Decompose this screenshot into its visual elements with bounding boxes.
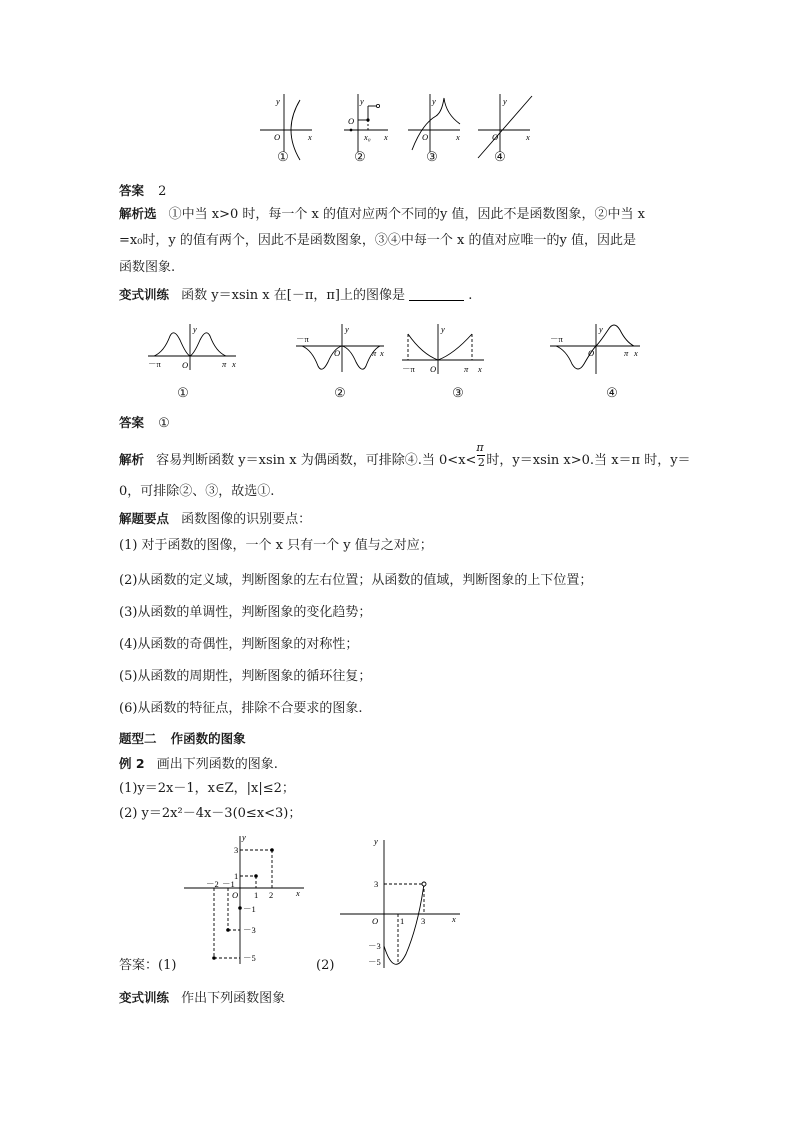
af1-yt-neg5: －5 [243, 953, 256, 963]
fig1-g2-origin: O [348, 116, 355, 126]
example2-item-1: (1)y＝2x－1，x∈Z，|x|≤2； [119, 781, 295, 796]
fig2-caption-4: ④ [606, 386, 618, 401]
af2-y: y [374, 836, 378, 846]
answer-2-value: ① [158, 416, 170, 431]
fraction-numerator: π [476, 441, 484, 454]
fig1-g3-x-label: x [456, 132, 460, 142]
fig2-g1-negpi: －π [148, 359, 161, 369]
fig2-g3-pi: π [464, 364, 469, 374]
af1-y: y [242, 832, 246, 842]
example2-label: 例 2 [119, 756, 145, 771]
fig2-g1-x: x [232, 359, 236, 369]
type2-title: 作函数的图象 [170, 731, 246, 746]
af1-o: O [232, 890, 239, 900]
keypoint-6: (6)从函数的特征点，排除不合要求的图象. [119, 701, 363, 716]
af1-yt-1: 1 [234, 871, 239, 881]
analysis-2-line-1 [119, 441, 691, 469]
point-neg1-neg3 [226, 928, 230, 932]
type2-label: 题型二 [119, 731, 157, 746]
af2-o: O [372, 916, 379, 926]
fig2-g4-o: O [588, 348, 595, 358]
fig2-g4-pi: π [624, 348, 629, 358]
answer-figure-1 [180, 832, 310, 967]
answer-1-label: 答案 [119, 183, 145, 198]
answer-1-value: 2 [158, 184, 167, 199]
fig2-g1-y: y [193, 324, 197, 334]
fig2-g1-pi: π [222, 359, 227, 369]
fig1-caption-1: ① [277, 150, 289, 165]
analysis-1-line-3: 函数图象. [119, 260, 176, 275]
fig2-g3-y: y [441, 324, 445, 334]
fig1-g2-x0-label: x₀ [364, 132, 371, 142]
af1-yt-3: 3 [234, 845, 239, 855]
answer-2-label: 答案 [119, 415, 145, 430]
example2-item-2: (2) y＝2x²－4x－3(0≤x<3)； [119, 806, 302, 821]
fig2-caption-1: ① [177, 386, 189, 401]
keypoint-4: (4)从函数的奇偶性，判断图象的对称性； [119, 637, 359, 652]
fig1-g1-x-label: x [308, 132, 312, 142]
af1-x: x [296, 888, 300, 898]
answer-3-label-1: 答案：(1) [119, 958, 177, 973]
fig1-g2-y-label: y [360, 96, 364, 106]
keypoints-heading [119, 511, 311, 528]
variant-1-blank [409, 288, 464, 301]
analysis-2-line-2: 0，可排除②、③，故选①. [119, 484, 275, 499]
keypoint-1: (1) 对于函数的图像，一个 x 只有一个 y 值与之对应； [119, 538, 433, 553]
fig2-g3-o: O [430, 364, 437, 374]
variant-2-text: 作出下列函数图象 [181, 991, 286, 1006]
answer-figure-2 [336, 836, 466, 971]
fig2-g3-negpi: －π [402, 364, 415, 374]
fraction-denominator: 2 [477, 456, 485, 469]
fig2-g4-y: y [599, 324, 603, 334]
fig2-g2-curve [302, 346, 380, 369]
analysis-2-fraction [476, 441, 486, 469]
fig2-g4-x: x [634, 348, 638, 358]
fig1-g4-origin: O [492, 132, 499, 142]
af2-x: x [452, 914, 456, 924]
af2-xt-1: 1 [400, 916, 405, 926]
af1-xt-neg2: －2 [206, 879, 219, 889]
fig1-g1-origin: O [274, 132, 281, 142]
fig2-g2-y: y [345, 324, 349, 334]
fig1-caption-3: ③ [426, 150, 438, 165]
analysis-2-part-2: 时，y＝xsin x>0.当 x＝π 时，y＝ [486, 453, 691, 468]
example2-heading [119, 756, 278, 773]
analysis-2-part-1: 容易判断函数 y＝xsin x 为偶函数，可排除④.当 0<x< [156, 453, 477, 468]
analysis-2-label: 解析 [119, 452, 145, 467]
analysis-1-line-2: =x₀时，y 的值有两个，因此不是函数图象，③④中每一个 x 的值对应唯一的y 值，因此是 [119, 233, 636, 248]
af1-xt-1: 1 [254, 890, 259, 900]
keypoint-5: (5)从函数的周期性，判断图象的循环往复； [119, 669, 372, 684]
fig2-caption-3: ③ [452, 386, 464, 401]
variant-2 [119, 990, 285, 1007]
fig2-g2-pi: π [372, 348, 377, 358]
fig2-g4-negpi: －π [550, 334, 563, 344]
fig2-g2-negpi: －π [296, 334, 309, 344]
af2-yt-3: 3 [374, 879, 379, 889]
answer-3-label-2: (2) [316, 958, 335, 973]
af1-yt-neg3: －3 [243, 925, 256, 935]
keypoints-title: 函数图像的识别要点： [181, 512, 312, 527]
variant-1-text: 函数 y＝xsin x 在[－π，π]上的图像是 [181, 288, 405, 303]
fig1-caption-4: ④ [494, 150, 506, 165]
af1-xt-neg1: －1 [222, 879, 235, 889]
fig1-g3-curve [412, 98, 460, 150]
fig1-g4-x-label: x [526, 132, 530, 142]
fig2-g3-x: x [478, 364, 482, 374]
answer-2 [119, 415, 170, 432]
analysis-1-line-1 [119, 206, 645, 223]
point-0-neg1 [238, 906, 242, 910]
af2-yt-neg3: －3 [368, 941, 381, 951]
keypoints-label: 解题要点 [119, 511, 170, 526]
af1-yt-neg1: －1 [243, 904, 256, 914]
fig2-g3-curve [408, 334, 472, 360]
af1-xt-2: 2 [269, 890, 274, 900]
point-2-3 [270, 848, 274, 852]
fig1-caption-2: ② [354, 150, 366, 165]
fig2-caption-2: ② [334, 386, 346, 401]
keypoint-2: (2)从函数的定义域，判断图象的左右位置；从函数的值域，判断图象的上下位置； [119, 573, 593, 588]
variant-1-label: 变式训练 [119, 287, 170, 302]
af2-xt-3: 3 [421, 916, 426, 926]
answer-1 [119, 183, 166, 200]
figure-row-2 [146, 322, 646, 378]
fig1-g2-x-label: x [384, 132, 388, 142]
fig2-g4-curve [556, 325, 634, 369]
fig2-g1-o: O [182, 360, 189, 370]
analysis-1-label: 解析选 [119, 206, 157, 221]
fig1-g3-y-label: y [432, 96, 436, 106]
fig1-g1-y-label: y [276, 96, 280, 106]
keypoint-3: (3)从函数的单调性，判断图象的变化趋势； [119, 605, 372, 620]
fig2-g2-o: O [334, 348, 341, 358]
variant-1 [119, 287, 472, 304]
fig2-g2-x: x [380, 348, 384, 358]
af2-yt-neg5: －5 [368, 957, 381, 967]
type2-heading [119, 731, 246, 748]
example2-text: 画出下列函数的图象. [156, 757, 278, 772]
point-1-1 [254, 874, 258, 878]
fig1-g3-origin: O [422, 132, 429, 142]
point-neg2-neg5 [212, 956, 216, 960]
analysis-1-text-1: ①中当 x>0 时，每一个 x 的值对应两个不同的y 值，因此不是函数图象，②中当 x [168, 207, 645, 222]
fig1-g4-y-label: y [503, 96, 507, 106]
variant-1-end: . [468, 288, 473, 303]
variant-2-label: 变式训练 [119, 990, 170, 1005]
